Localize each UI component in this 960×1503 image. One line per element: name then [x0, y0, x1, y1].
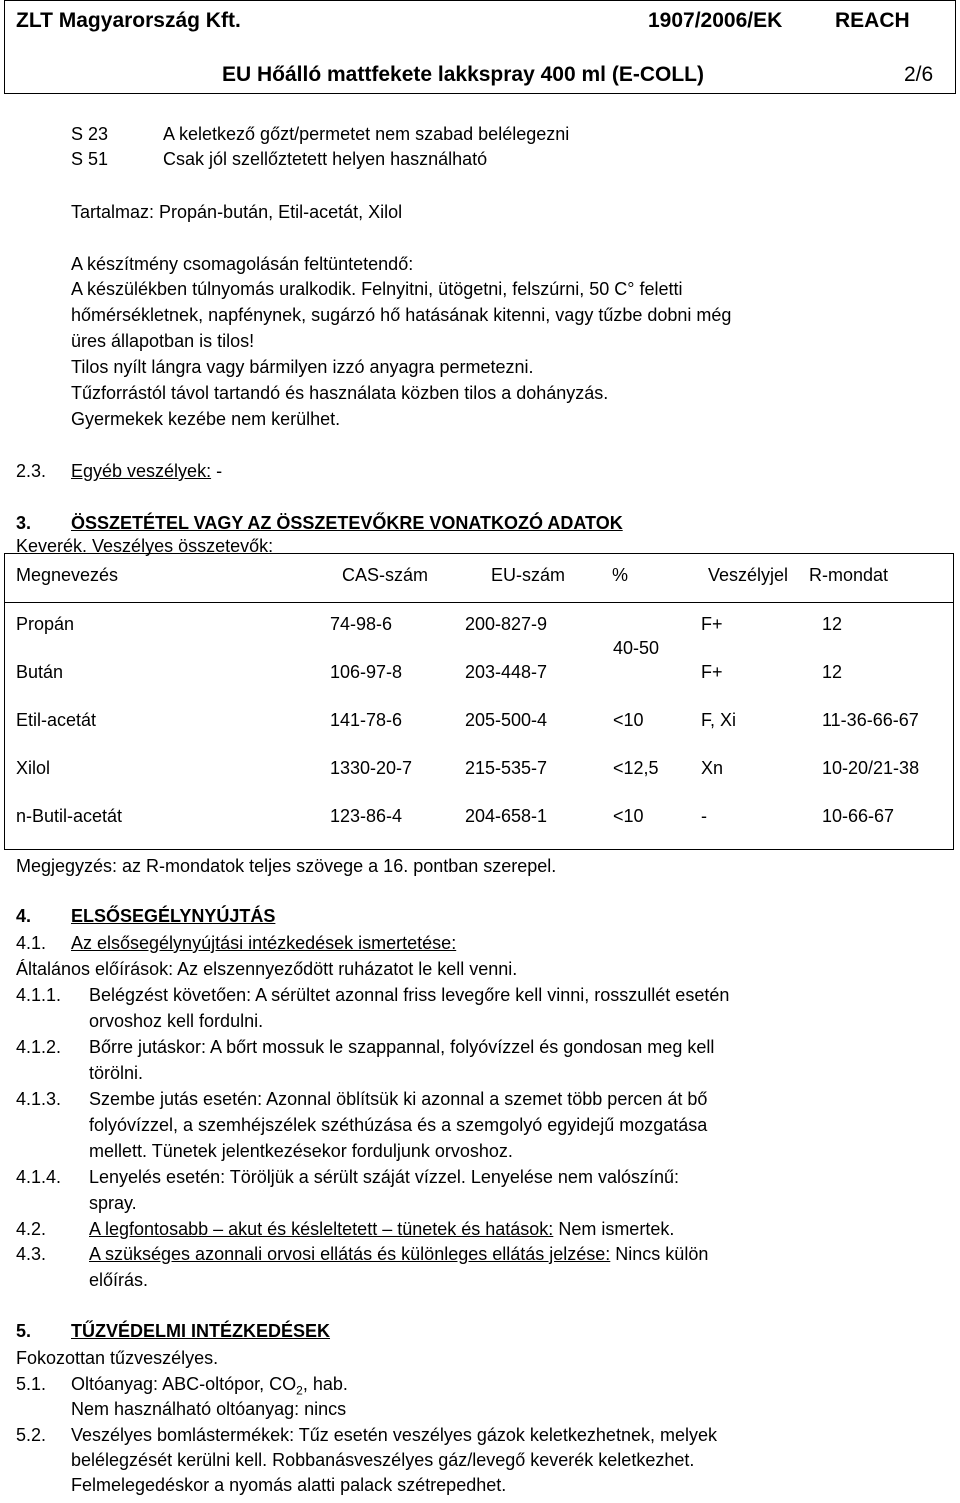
table-header-cell: Veszélyjel: [708, 565, 789, 585]
subsection-4-3: [89, 1243, 708, 1265]
table-cell: <12,5: [613, 758, 659, 778]
table-cell: Etil-acetát: [16, 710, 97, 730]
other-hazards-label: Egyéb veszélyek:: [71, 461, 212, 481]
subsection-label: A szükséges azonnali orvosi ellátás és különleges ellátás jelzése:: [89, 1244, 611, 1264]
company-name: ZLT Magyarország Kft.: [16, 9, 241, 32]
section-number: 2.3.: [16, 461, 47, 481]
table-cell: Propán: [16, 614, 75, 634]
table-cell: 10-20/21-38: [822, 758, 920, 778]
hazard-text: Felmelegedéskor a nyomás alatti palack szétrepedhet.: [71, 1475, 507, 1495]
table-cell: <10: [613, 806, 644, 826]
table-divider: [5, 602, 953, 603]
table-header-cell: EU-szám: [491, 565, 566, 585]
table-cell: F, Xi: [701, 710, 737, 730]
table-cell: 141-78-6: [330, 710, 403, 730]
section-intro: Fokozottan tűzveszélyes.: [16, 1348, 219, 1368]
regulation-number: 1907/2006/EK: [648, 9, 783, 32]
item-text: spray.: [89, 1193, 137, 1213]
item-text: orvoshoz kell fordulni.: [89, 1011, 264, 1031]
item-number: 4.1.1.: [16, 985, 62, 1005]
table-cell: 215-535-7: [465, 758, 548, 778]
item-text: Lenyelés esetén: Töröljük a sérült száját vízzel. Lenyelése nem valószínű:: [89, 1167, 679, 1187]
item-text: Bőrre jutáskor: A bőrt mossuk le szappannal, folyóvízzel és gondosan meg kell: [89, 1037, 715, 1057]
packaging-line: A készülékben túlnyomás uralkodik. Felnyitni, ütögetni, felszúrni, 50 C° feletti: [71, 279, 683, 299]
packaging-line: üres állapotban is tilos!: [71, 331, 255, 351]
table-cell: 10-66-67: [822, 806, 895, 826]
table-header-cell: R-mondat: [809, 565, 889, 585]
table-cell: Bután: [16, 662, 64, 682]
general-instructions: Általános előírások: Az elszennyeződött ruházatot le kell venni.: [16, 959, 518, 979]
section-number: 4.: [16, 906, 32, 926]
extinguishing-text: Oltóanyag: ABC-oltópor, CO: [71, 1374, 297, 1394]
section-number: 5.1.: [16, 1374, 47, 1394]
other-hazards: [71, 460, 222, 482]
table-cell: 200-827-9: [465, 614, 548, 634]
s-phrase-text: Csak jól szellőztetett helyen használható: [163, 149, 488, 169]
page-number: 2/6: [904, 63, 934, 86]
item-text: Belégzést követően: A sérültet azonnal friss levegőre kell vinni, rosszullét esetén: [89, 985, 730, 1005]
packaging-line: Tilos nyílt lángra vagy bármilyen izzó anyagra permetezni.: [71, 357, 534, 377]
table-cell: 11-36-66-67: [822, 710, 919, 730]
subsection-value: Nincs külön: [610, 1244, 709, 1264]
item-text: folyóvízzel, a szemhéjszélek széthúzása és a szemgolyó egyidejű mozgatása: [89, 1115, 708, 1135]
table-cell: 205-500-4: [465, 710, 548, 730]
reach-label: REACH: [835, 9, 910, 32]
extinguishing-text: , hab.: [302, 1374, 348, 1394]
table-header-cell: CAS-szám: [342, 565, 429, 585]
section-number: 5.2.: [16, 1425, 47, 1445]
table-cell: 106-97-8: [330, 662, 403, 682]
product-name: EU Hőálló mattfekete lakkspray 400 ml (E-COLL): [222, 63, 704, 86]
table-cell: 204-658-1: [465, 806, 548, 826]
section-title: ÖSSZETÉTEL VAGY AZ ÖSSZETEVŐKRE VONATKOZÓ ADATOK: [71, 513, 623, 533]
section-number: 4.2.: [16, 1219, 47, 1239]
section-number: 3.: [16, 513, 32, 533]
table-cell: 123-86-4: [330, 806, 403, 826]
packaging-line: hőmérsékletnek, napfénynek, sugárzó hő hatásának kitenni, vagy tűzbe dobni még: [71, 305, 732, 325]
table-cell: F+: [701, 614, 723, 634]
section-title: TŰZVÉDELMI INTÉZKEDÉSEK: [71, 1321, 331, 1341]
section-number: 4.1.: [16, 933, 47, 953]
item-number: 4.1.2.: [16, 1037, 62, 1057]
hazard-text: Veszélyes bomlástermékek: Tűz esetén veszélyes gázok keletkezhetnek, melyek: [71, 1425, 717, 1445]
section-number: 4.3.: [16, 1244, 47, 1264]
subsection-value: előírás.: [89, 1270, 149, 1290]
section-subtitle: Keverék. Veszélyes összetevők:: [16, 536, 274, 556]
hazard-text: belélegzését kerülni kell. Robbanásveszélyes gáz/levegő keverék keletkezhet.: [71, 1450, 695, 1470]
contents-line: Tartalmaz: Propán-bután, Etil-acetát, Xilol: [71, 202, 403, 222]
table-cell: n-Butil-acetát: [16, 806, 123, 826]
section-title: ELSŐSEGÉLYNYÚJTÁS: [71, 906, 276, 926]
table-header-cell: Megnevezés: [16, 565, 119, 585]
subsection-4-2: [89, 1218, 674, 1240]
table-cell: 203-448-7: [465, 662, 548, 682]
item-number: 4.1.4.: [16, 1167, 62, 1187]
table-cell-merged: 40-50: [613, 638, 660, 658]
table-cell: Xn: [701, 758, 724, 778]
table-cell: 1330-20-7: [330, 758, 413, 778]
table-cell: 12: [822, 662, 843, 682]
packaging-line: Gyermekek kezébe nem kerülhet.: [71, 409, 341, 429]
table-header-cell: %: [612, 565, 629, 585]
packaging-line: A készítmény csomagolásán feltüntetendő:: [71, 254, 414, 274]
s-phrase-text: A keletkező gőzt/permetet nem szabad belélegezni: [163, 124, 570, 144]
table-cell: 12: [822, 614, 843, 634]
table-cell: 74-98-6: [330, 614, 393, 634]
item-text: Szembe jutás esetén: Azonnal öblítsük ki azonnal a szemet több percen át bő: [89, 1089, 708, 1109]
table-cell: <10: [613, 710, 644, 730]
subsection-label: A legfontosabb – akut és késleltetett – tünetek és hatások:: [89, 1219, 554, 1239]
s-phrase-code: S 51: [71, 149, 109, 169]
subsection-title: Az elsősegélynyújtási intézkedések ismertetése:: [71, 933, 457, 953]
s-phrase-code: S 23: [71, 124, 109, 144]
table-cell: Xilol: [16, 758, 51, 778]
packaging-line: Tűzforrástól távol tartandó és használata közben tilos a dohányzás.: [71, 383, 609, 403]
item-number: 4.1.3.: [16, 1089, 62, 1109]
table-note: Megjegyzés: az R-mondatok teljes szövege a 16. pontban szerepel.: [16, 856, 557, 876]
subscript: 2: [296, 1383, 303, 1398]
composition-table: [4, 553, 954, 850]
subsection-value: Nem ismertek.: [553, 1219, 675, 1239]
section-number: 5.: [16, 1321, 32, 1341]
item-text: törölni.: [89, 1063, 144, 1083]
table-cell: -: [701, 806, 707, 826]
item-text: mellett. Tünetek jelentkezésekor forduljunk orvoshoz.: [89, 1141, 513, 1161]
extinguishing-text: Nem használható oltóanyag: nincs: [71, 1399, 347, 1419]
other-hazards-value: -: [211, 461, 223, 481]
table-cell: F+: [701, 662, 723, 682]
